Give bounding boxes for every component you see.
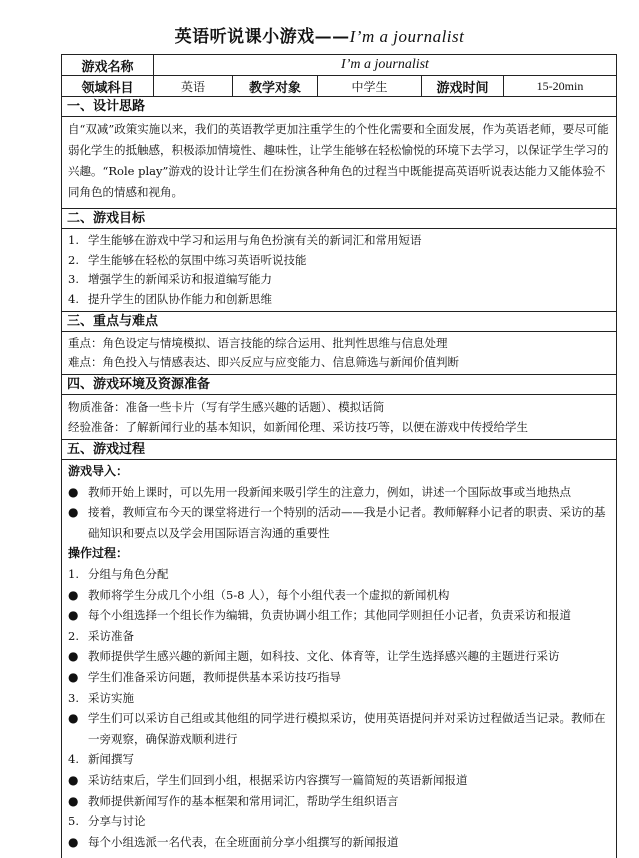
section-heading: 二、游戏目标 <box>62 209 616 229</box>
bullet-icon: ● <box>68 608 79 623</box>
step-title: 2. 采访准备 <box>68 628 134 643</box>
list-item: 2. 学生能够在轻松的氛围中练习英语听说技能 <box>68 252 307 267</box>
intro-label: 游戏导入： <box>68 464 129 478</box>
bullet-icon: ● <box>68 834 79 849</box>
time-value: 15-20min <box>536 78 584 93</box>
list-item: 3. 增强学生的新闻采访和报道编写能力 <box>68 272 272 286</box>
step-title: 4. 新闻撰写 <box>68 752 134 767</box>
list-item: ● 每个小组选择一个组长作为编辑，负责协调小组工作；其他同学则担任小记者，负责采访和报道 <box>68 605 610 626</box>
time-label: 游戏时间 <box>422 76 504 96</box>
bullet-icon: ● <box>68 669 79 684</box>
section-heading: 三、重点与难点 <box>62 312 616 332</box>
section-heading: 五、游戏过程 <box>62 440 616 460</box>
key-points-text: 重点：角色设定与情境模拟、语言技能的综合运用、批判性思维与信息处理 <box>68 336 448 350</box>
list-item: ● 学生们准备采访问题，教师提供基本采访技巧指导 <box>68 667 610 688</box>
page-title <box>0 22 639 47</box>
bullet-icon: ● <box>68 793 79 808</box>
audience-label: 教学对象 <box>233 76 318 96</box>
section-heading: 四、游戏环境及资源准备 <box>62 375 616 395</box>
bullet-icon: ● <box>68 649 79 664</box>
bullet-icon: ● <box>68 505 79 520</box>
subject-label: 领域科目 <box>62 76 154 96</box>
list-item: ● 每个小组选派一名代表，在全班面前分享小组撰写的新闻报道 <box>68 832 610 853</box>
game-info-row <box>62 76 616 97</box>
game-name-value: I’m a journalist <box>341 57 429 72</box>
list-item: ● 采访结束后，学生们回到小组，根据采访内容撰写一篇简短的英语新闻报道 <box>68 770 610 791</box>
bullet-icon: ● <box>68 587 79 602</box>
list-item: ● 教师将学生分成几个小组（5-8 人），每个小组代表一个虚拟的新闻机构 <box>68 585 610 606</box>
bullet-icon: ● <box>68 711 79 726</box>
step-title: 3. 采访实施 <box>68 690 134 705</box>
game-plan-table <box>61 54 617 858</box>
bullet-icon: ● <box>68 772 79 787</box>
title-english: I’m a journalist <box>349 27 465 46</box>
list-item: ● 教师提供新闻写作的基本框架和常用词汇，帮助学生组织语言 <box>68 791 610 812</box>
title-chinese: 英语听说课小游戏—— <box>174 27 350 47</box>
key-difficult-section <box>62 312 616 375</box>
difficult-points-text: 难点：角色投入与情感表达、即兴反应与应变能力、信息筛选与新闻价值判断 <box>68 355 459 369</box>
design-idea-section <box>62 97 616 209</box>
game-name-row <box>62 55 616 76</box>
bullet-icon: ● <box>68 484 79 499</box>
list-item: ● 接着，教师宣布今天的课堂将进行一个特别的活动——我是小记者。教师解释小记者的职责、采访的基础知识和要点以及学会用国际语言沟通的重要性 <box>68 502 610 543</box>
material-prep-text: 物质准备：准备一些卡片（写有学生感兴趣的话题）、模拟话筒 <box>68 400 385 414</box>
list-item: 1. 学生能够在游戏中学习和运用与角色扮演有关的新词汇和常用短语 <box>68 233 422 247</box>
step-title: 1. 分组与角色分配 <box>68 566 169 581</box>
game-goals-section <box>62 209 616 312</box>
design-idea-text: 自“双减”政策实施以来，我们的英语教学更加注重学生的个性化需要和全面发展，作为英语老师，要尽可能弱化学生的抵触感，积极添加情境性、趣味性，让学生能够在轻松愉悦的环境下去学习，以保证学生学习的兴趣。“Role play”游戏的设计让学生们在扮演各种角色的过程当中既能提高英语听说表达能力又能体验不同角色的情感和视角。 <box>68 122 609 199</box>
section-heading: 一、设计思路 <box>62 97 616 117</box>
list-item: ● 学生们可以采访自己组或其他组的同学进行模拟采访，使用英语提问并对采访过程做适当记录。教师在一旁观察，确保游戏顺利进行 <box>68 708 610 749</box>
game-process-section <box>62 440 616 852</box>
subject-value: 英语 <box>154 76 233 96</box>
list-item: 4. 提升学生的团队协作能力和创新思维 <box>68 291 272 306</box>
list-item: ● 教师开始上课时，可以先用一段新闻来吸引学生的注意力，例如，讲述一个国际故事或当地热点 <box>68 482 610 503</box>
audience-value: 中学生 <box>318 76 422 96</box>
procedure-label: 操作过程： <box>68 546 129 561</box>
list-item: ● 教师提供学生感兴趣的新闻主题，如科技、文化、体育等，让学生选择感兴趣的主题进行采访 <box>68 646 610 667</box>
resources-section <box>62 375 616 440</box>
experience-prep-text: 经验准备：了解新闻行业的基本知识，如新闻伦理、采访技巧等，以便在游戏中传授给学生 <box>68 420 528 434</box>
step-title: 5. 分享与讨论 <box>68 814 146 829</box>
game-name-label: 游戏名称 <box>62 55 154 75</box>
